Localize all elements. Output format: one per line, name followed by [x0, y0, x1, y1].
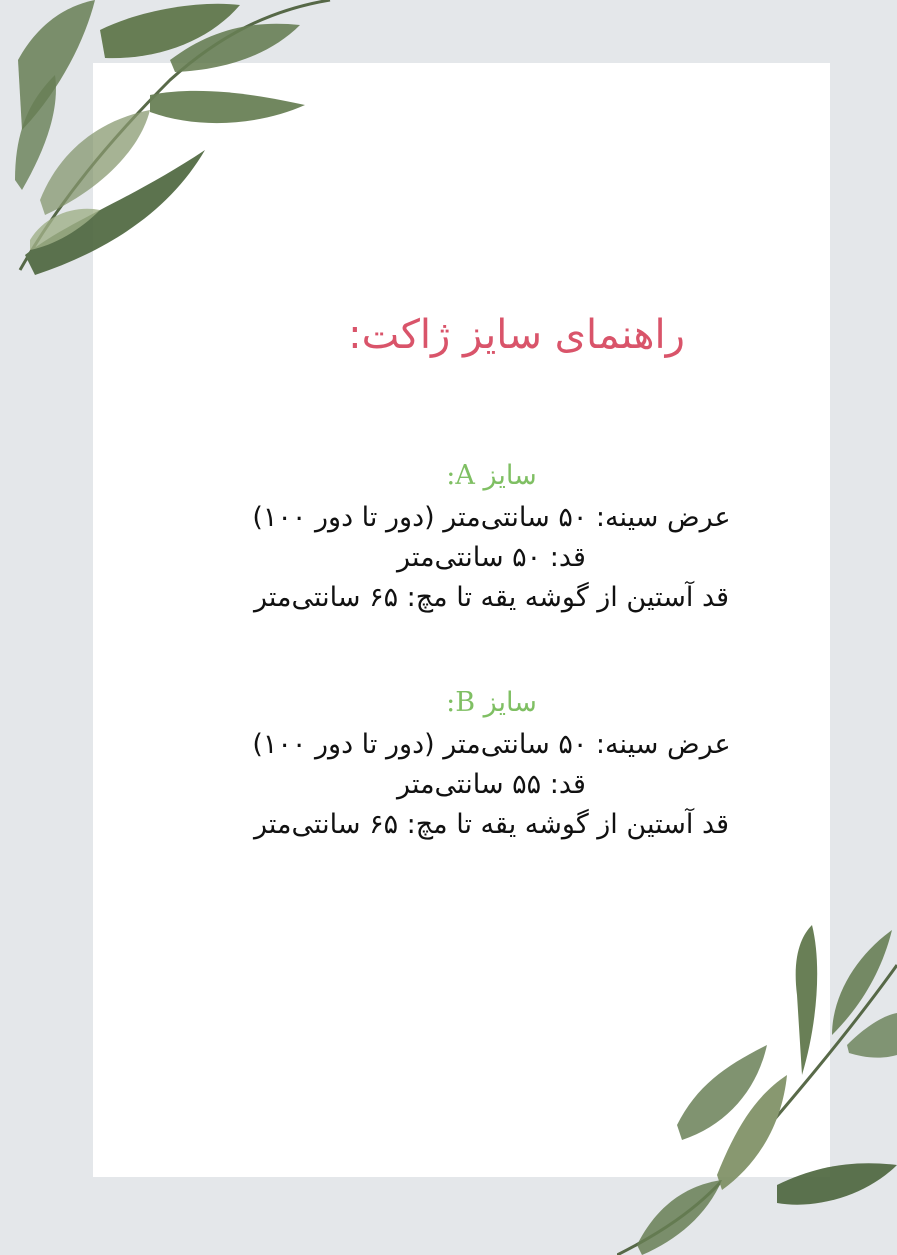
size-label: سایز B: — [446, 687, 537, 718]
length-line: قد: ۵۰ سانتی‌متر — [397, 542, 586, 573]
sleeve-length-line: قد آستین از گوشه یقه تا مچ: ۶۵ سانتی‌متر — [253, 582, 730, 613]
sleeve-length-line: قد آستین از گوشه یقه تا مچ: ۶۵ سانتی‌متر — [253, 809, 730, 840]
leaf-decoration-top-left — [0, 0, 340, 290]
size-section-b — [93, 683, 830, 845]
chest-width-line: عرض سینه: ۵۰ سانتی‌متر (دور تا دور ۱۰۰) — [252, 729, 731, 760]
size-section-a — [93, 456, 830, 618]
chest-width-line: عرض سینه: ۵۰ سانتی‌متر (دور تا دور ۱۰۰) — [252, 502, 731, 533]
length-line: قد: ۵۵ سانتی‌متر — [397, 769, 586, 800]
page-title: راهنمای سایز ژاکت: — [348, 312, 685, 358]
size-label: سایز A: — [446, 460, 537, 491]
leaf-decoration-bottom-right — [617, 925, 897, 1255]
